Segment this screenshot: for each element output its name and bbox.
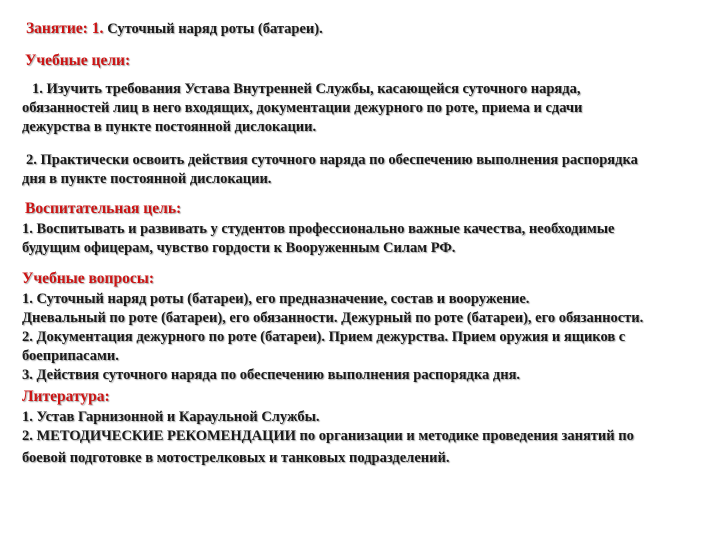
upbringing-goal-heading: Воспитательная цель: [25,200,182,217]
lesson-title [26,19,323,39]
study-questions-heading: Учебные вопросы: [22,270,154,287]
literature-list [22,408,634,468]
upbringing-line: будущим офицерам, чувство гордости к Вооруженным Силам РФ. [22,240,456,256]
educational-goals-heading: Учебные цели: [25,52,131,69]
study-question-line: 2. Документация дежурного по роте (батареи). Прием дежурства. Прием оружия и ящиков с [22,329,626,345]
study-question-line: 1. Суточный наряд роты (батареи), его предназначение, состав и вооружение. [22,291,530,307]
literature-heading: Литература: [22,388,110,405]
lesson-topic: Суточный наряд роты (батареи). [107,21,323,37]
study-questions-list [22,290,643,385]
goal-1-line: обязанностей лиц в него входящих, документации дежурного по роте, приема и сдачи [22,100,583,116]
goal-2-line: дня в пункте постоянной дислокации. [22,171,272,187]
study-question-line: 3. Действия суточного наряда по обеспечению выполнения распорядка дня. [22,367,521,383]
educational-goal-2 [22,151,638,189]
upbringing-line: 1. Воспитывать и развивать у студентов профессионально важные качества, необходимые [22,221,615,237]
goal-2-line: 2. Практически освоить действия суточного наряда по обеспечению выполнения распорядка [26,152,638,168]
study-question-line: Дневальный по роте (батареи), его обязанности. Дежурный по роте (батареи), его обязанности. [22,310,644,326]
upbringing-goal-text [22,220,615,258]
literature-line: боевой подготовке в мотострелковых и танковых подразделений. [22,450,450,466]
goal-1-line: дежурства в пункте постоянной дислокации. [22,119,317,135]
goal-1-line: 1. Изучить требования Устава Внутренней Службы, касающейся суточного наряда, [32,81,581,97]
literature-line: 2. МЕТОДИЧЕСКИЕ РЕКОМЕНДАЦИИ по организации и методике проведения занятий по [22,428,634,444]
literature-line: 1. Устав Гарнизонной и Караульной Службы. [22,409,320,425]
educational-goal-1 [22,80,582,137]
lesson-label: Занятие: 1. [26,20,104,37]
study-question-line: боеприпасами. [22,348,119,364]
